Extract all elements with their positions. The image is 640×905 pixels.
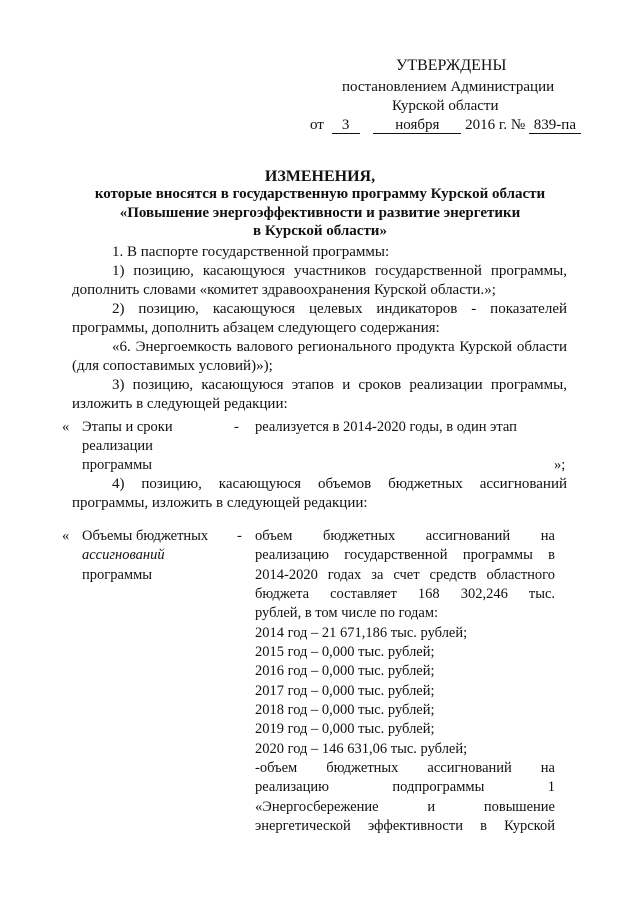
document-number: 839-па	[529, 118, 581, 134]
paragraph-4-line-2: (для сопоставимых условий)»);	[72, 358, 273, 374]
paragraph-3-line-1: 2) позицию, касающуюся целевых индикаторов - показателей	[112, 301, 567, 317]
date-day: 3	[332, 118, 360, 134]
budget-line: 2014-2020 годах за счет средств областного	[255, 567, 555, 583]
budget-line: бюджета составляет 168 302,246 тыс.	[255, 586, 555, 602]
budget-year-line: 2017 год – 0,000 тыс. рублей;	[255, 683, 435, 699]
date-prefix: от	[310, 117, 324, 133]
budget-line: реализацию подпрограммы 1	[255, 779, 555, 795]
table1-open-quote: «	[62, 419, 70, 435]
budget-line: энергетической эффективности в Курской	[255, 818, 555, 834]
budget-year-line: 2018 год – 0,000 тыс. рублей;	[255, 702, 435, 718]
budget-year-line: 2015 год – 0,000 тыс. рублей;	[255, 644, 435, 660]
budget-year-line: 2016 год – 0,000 тыс. рублей;	[255, 663, 435, 679]
budget-line: реализацию государственной программы в	[255, 547, 555, 563]
paragraph-4-line-1: «6. Энергоемкость валового регионального продукта Курской области	[112, 339, 567, 355]
table2-open-quote: «	[62, 528, 70, 544]
paragraph-5-line-1: 3) позицию, касающуюся этапов и сроков реализации программы,	[112, 377, 567, 393]
paragraph-5-line-2: изложить в следующей редакции:	[72, 396, 288, 412]
paragraph-3-line-2: программы, дополнить абзацем следующего содержания:	[72, 320, 440, 336]
table1-label-3: программы	[82, 457, 152, 473]
table1-label-2: реализации	[82, 438, 153, 454]
table2-label-2: ассигнований	[82, 547, 165, 563]
date-year: 2016 г. №	[465, 117, 526, 133]
paragraph-1: 1. В паспорте государственной программы:	[112, 244, 390, 260]
approval-date-line	[310, 117, 581, 134]
paragraph-2-line-1: 1) позицию, касающуюся участников государственной программы,	[112, 263, 567, 279]
paragraph-6-line-2: программы, изложить в следующей редакции:	[72, 495, 368, 511]
paragraph-2-line-2: дополнить словами «комитет здравоохранения Курской области.»;	[72, 282, 496, 298]
paragraph-6-line-1: 4) позицию, касающуюся объемов бюджетных ассигнований	[112, 476, 567, 492]
document-subtitle-1: которые вносятся в государственную программу Курской области	[94, 186, 546, 202]
budget-year-line: 2019 год – 0,000 тыс. рублей;	[255, 721, 435, 737]
budget-line: -объем бюджетных ассигнований на	[255, 760, 555, 776]
document-subtitle-3: в Курской области»	[253, 223, 387, 239]
date-month: ноября	[373, 118, 461, 134]
table1-value: реализуется в 2014-2020 годы, в один этап	[255, 419, 517, 435]
table2-label-1: Объемы бюджетных	[82, 528, 209, 544]
table1-close: »;	[554, 457, 566, 473]
budget-year-line: 2014 год – 21 671,186 тыс. рублей;	[255, 625, 468, 641]
approval-title: УТВЕРЖДЕНЫ	[396, 57, 507, 74]
budget-line: «Энергосбережение и повышение	[255, 799, 555, 815]
document-subtitle-2: «Повышение энергоэффективности и развитие энергетики	[119, 205, 521, 221]
approval-line-2: Курской области	[392, 98, 499, 114]
table1-label-1: Этапы и сроки	[82, 419, 173, 435]
budget-year-line: 2020 год – 146 631,06 тыс. рублей;	[255, 741, 468, 757]
table2-dash: -	[237, 528, 242, 544]
document-title: ИЗМЕНЕНИЯ,	[264, 168, 376, 185]
approval-line-1: постановлением Администрации	[342, 79, 555, 95]
table2-label-3: программы	[82, 567, 152, 583]
budget-line: объем бюджетных ассигнований на	[255, 528, 555, 544]
budget-line: рублей, в том числе по годам:	[255, 605, 439, 621]
table1-dash: -	[234, 419, 239, 435]
